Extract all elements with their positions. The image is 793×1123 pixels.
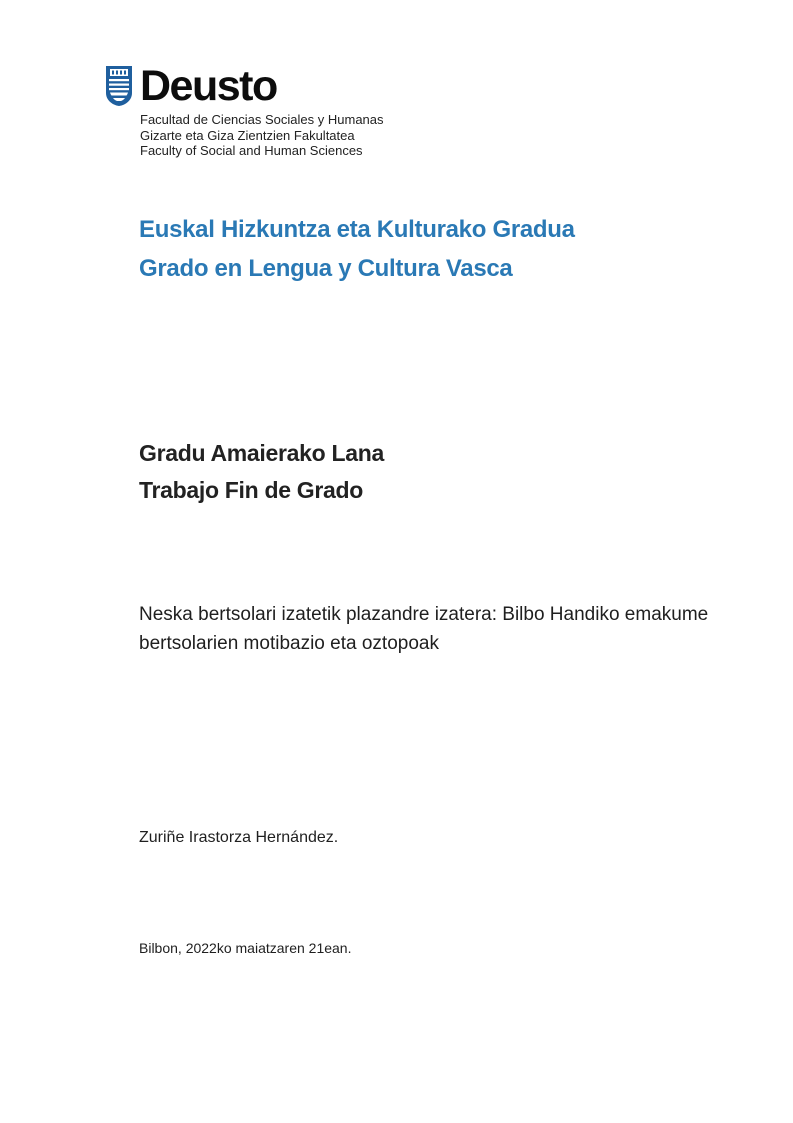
deusto-shield-icon xyxy=(105,65,133,107)
work-type-eu: Gradu Amaierako Lana xyxy=(139,440,384,466)
degree-title xyxy=(139,210,575,288)
date-line: Bilbon, 2022ko maiatzaren 21ean. xyxy=(139,940,352,956)
faculty-name-eu: Gizarte eta Giza Zientzien Fakultatea xyxy=(140,127,355,143)
university-logo xyxy=(105,64,277,108)
faculty-name-en: Faculty of Social and Human Sciences xyxy=(140,143,363,158)
logo-wordmark: Deusto xyxy=(140,62,277,110)
degree-title-eu: Euskal Hizkuntza eta Kulturako Gradua xyxy=(139,216,575,243)
author-name: Zuriñe Irastorza Hernández. xyxy=(139,829,339,846)
work-type-heading xyxy=(139,435,384,509)
faculty-names xyxy=(140,112,384,159)
faculty-name-es: Facultad de Ciencias Sociales y Humanas xyxy=(140,112,384,127)
degree-title-es: Grado en Lengua y Cultura Vasca xyxy=(139,255,513,282)
work-type-es: Trabajo Fin de Grado xyxy=(139,477,364,503)
thesis-title: Neska bertsolari izatetik plazandre izatera: Bilbo Handiko emakume bertsolarien motibazio eta oztopoak xyxy=(139,604,709,654)
